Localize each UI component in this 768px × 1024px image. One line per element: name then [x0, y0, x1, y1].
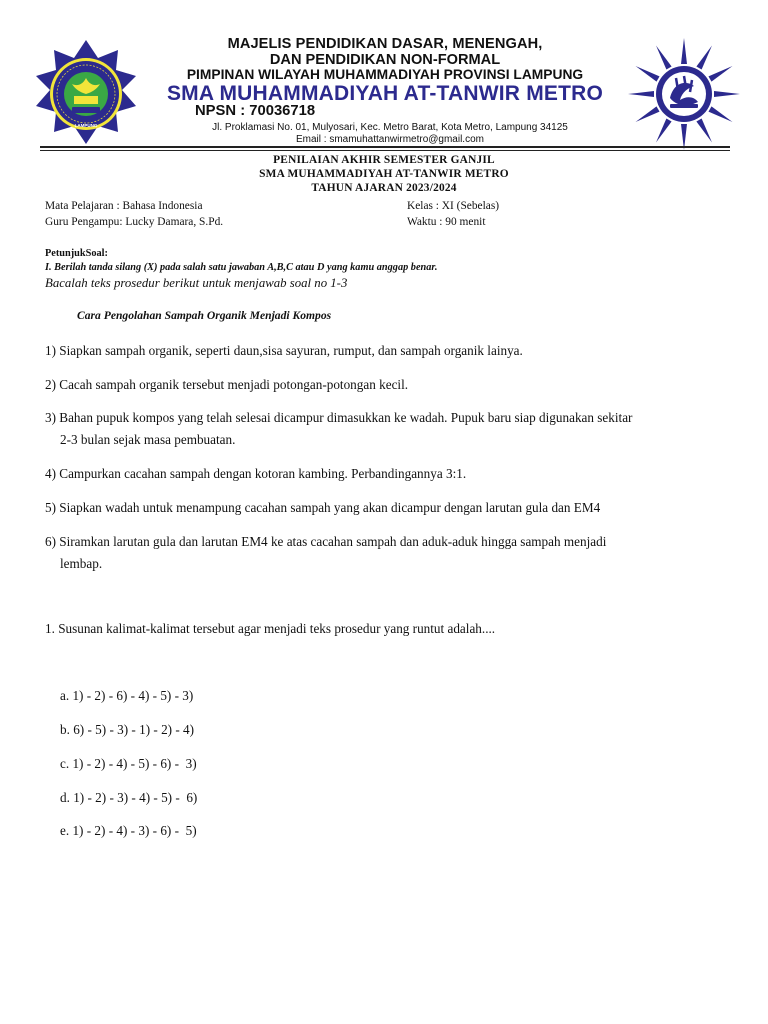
exam-school: SMA MUHAMMADIYAH AT-TANWIR METRO	[259, 168, 509, 180]
step-line-continued: 2-3 bulan sejak masa pembuatan.	[60, 432, 236, 447]
letterhead-divider	[40, 146, 730, 148]
step-line: 4) Campurkan cacahan sampah dengan kotoran kambing. Perbandingannya 3:1.	[45, 466, 467, 481]
answer-option-d[interactable]: d. 1) - 2) - 3) - 4) - 5) - 6)	[60, 790, 198, 805]
school-address: Jl. Proklamasi No. 01, Mulyosari, Kec. Metro Barat, Kota Metro, Lampung 34125	[212, 122, 568, 133]
step-line: 5) Siapkan wadah untuk menampung cacahan sampah yang akan dicampur dengan larutan gula dan EM4	[45, 500, 601, 515]
school-name: SMA MUHAMMADIYAH AT-TANWIR METRO	[166, 82, 604, 105]
answer-option-a[interactable]: a. 1) - 2) - 6) - 4) - 5) - 3)	[60, 688, 194, 703]
class-field: Kelas : XI (Sebelas)	[407, 200, 500, 212]
instructions-heading: PetunjukSoal:	[45, 248, 108, 259]
step-line: 6) Siramkan larutan gula dan larutan EM4 ke atas cacahan sampah dan aduk-aduk hingga sampah menjadi	[45, 534, 607, 549]
letterhead-line-1: MAJELIS PENDIDIKAN DASAR, MENENGAH,	[227, 36, 543, 52]
school-email: Email : smamuhattanwirmetro@gmail.com	[296, 134, 484, 145]
exam-year: TAHUN AJARAN 2023/2024	[311, 182, 457, 194]
step-line: 2) Cacah sampah organik tersebut menjadi potongan-potongan kecil.	[45, 377, 409, 392]
exam-title: PENILAIAN AKHIR SEMESTER GANJIL	[273, 154, 495, 166]
npsn: NPSN : 70036718	[195, 103, 316, 119]
subject-field: Mata Pelajaran : Bahasa Indonesia	[45, 200, 203, 212]
teacher-field: Guru Pengampu: Lucky Damara, S.Pd.	[45, 216, 224, 228]
question-text: 1. Susunan kalimat-kalimat tersebut agar menjadi teks prosedur yang runtut adalah....	[45, 621, 496, 636]
procedure-step	[45, 497, 735, 519]
answer-option-c[interactable]: c. 1) - 2) - 4) - 5) - 6) - 3)	[60, 756, 197, 771]
step-line: 3) Bahan pupuk kompos yang telah selesai dicampur dimasukkan ke wadah. Pupuk baru siap digunakan sekitar	[45, 410, 633, 425]
step-line: 1) Siapkan sampah organik, seperti daun,sisa sayuran, rumput, dan sampah organik lainya.	[45, 343, 523, 358]
procedure-step	[45, 340, 735, 362]
answer-option-e[interactable]: e. 1) - 2) - 4) - 3) - 6) - 5)	[60, 823, 197, 838]
school-emblem-star-icon	[30, 38, 142, 150]
step-line-continued: lembap.	[60, 556, 103, 571]
letterhead-divider-thin	[40, 150, 730, 151]
procedure-step	[45, 463, 735, 485]
procedure-title: Cara Pengolahan Sampah Organik Menjadi Kompos	[77, 309, 332, 322]
procedure-step	[45, 407, 735, 451]
svg-text:LAMPUNG: LAMPUNG	[74, 123, 98, 128]
reading-prompt: Bacalah teks prosedur berikut untuk menjawab soal no 1-3	[45, 276, 348, 290]
procedure-step	[45, 374, 735, 396]
letterhead-line-2: DAN PENDIDIKAN NON-FORMAL	[269, 52, 501, 68]
procedure-step	[45, 531, 735, 575]
letterhead-line-3: PIMPINAN WILAYAH MUHAMMADIYAH PROVINSI LAMPUNG	[186, 67, 584, 82]
instruction-item: I. Berilah tanda silang (X) pada salah satu jawaban A,B,C atau D yang kamu anggap benar.	[45, 262, 438, 273]
time-field: Waktu : 90 menit	[407, 216, 486, 228]
answer-option-b[interactable]: b. 6) - 5) - 3) - 1) - 2) - 4)	[60, 722, 195, 737]
